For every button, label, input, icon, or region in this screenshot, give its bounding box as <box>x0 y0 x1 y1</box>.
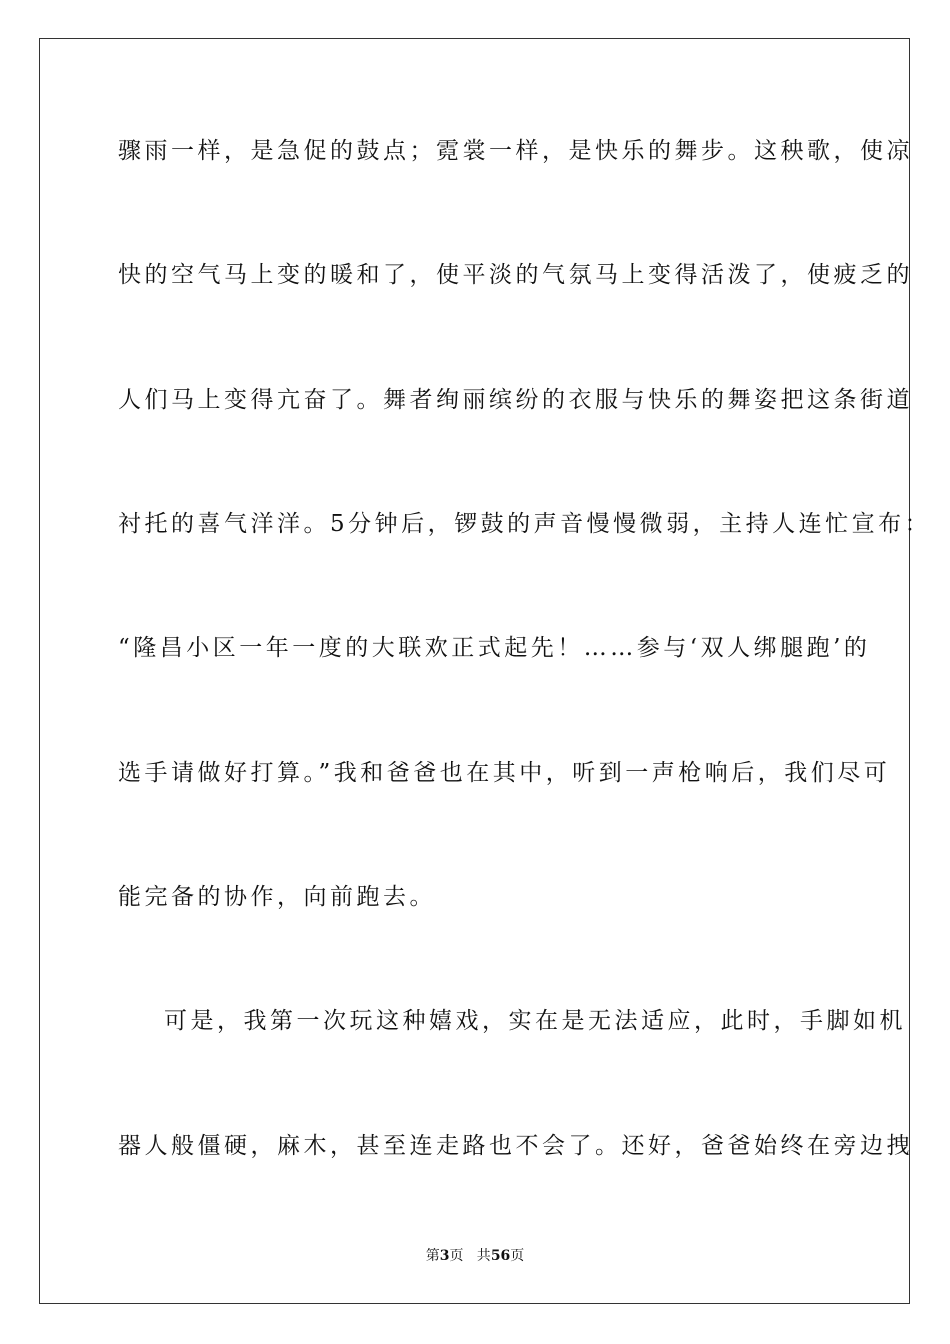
current-page-number: 3 <box>439 1248 450 1264</box>
text-line-7: 能完备的协作，向前跑去。 <box>118 884 436 910</box>
text-line-6: 选手请做好打算。”我和爸爸也在其中，听到一声枪响后，我们尽可 <box>118 760 891 786</box>
footer-prefix: 第 <box>425 1248 440 1264</box>
page-border <box>39 38 932 1304</box>
text-line-5: “隆昌小区一年一度的大联欢正式起先！……参与‘双人绑腿跑’的 <box>118 635 871 661</box>
footer-middle: 页 共 <box>449 1248 491 1264</box>
total-page-count: 56 <box>490 1248 511 1264</box>
text-line-2: 快的空气马上变的暖和了，使平淡的气氛马上变得活泼了，使疲乏的 <box>118 262 913 288</box>
text-line-9: 器人般僵硬，麻木，甚至连走路也不会了。还好，爸爸始终在旁边拽 <box>118 1133 913 1159</box>
text-line-4: 衬托的喜气洋洋。5分钟后，锣鼓的声音慢慢微弱，主持人连忙宣布： <box>118 511 932 537</box>
footer-suffix: 页 <box>510 1248 525 1264</box>
text-line-8: 可是，我第一次玩这种嬉戏，实在是无法适应，此时，手脚如机 <box>164 1008 906 1034</box>
page-footer <box>0 1247 950 1265</box>
text-line-3: 人们马上变得亢奋了。舞者绚丽缤纷的衣服与快乐的舞姿把这条街道 <box>118 387 913 413</box>
text-line-1: 骤雨一样，是急促的鼓点；霓裳一样，是快乐的舞步。这秧歌，使凉 <box>118 138 913 164</box>
